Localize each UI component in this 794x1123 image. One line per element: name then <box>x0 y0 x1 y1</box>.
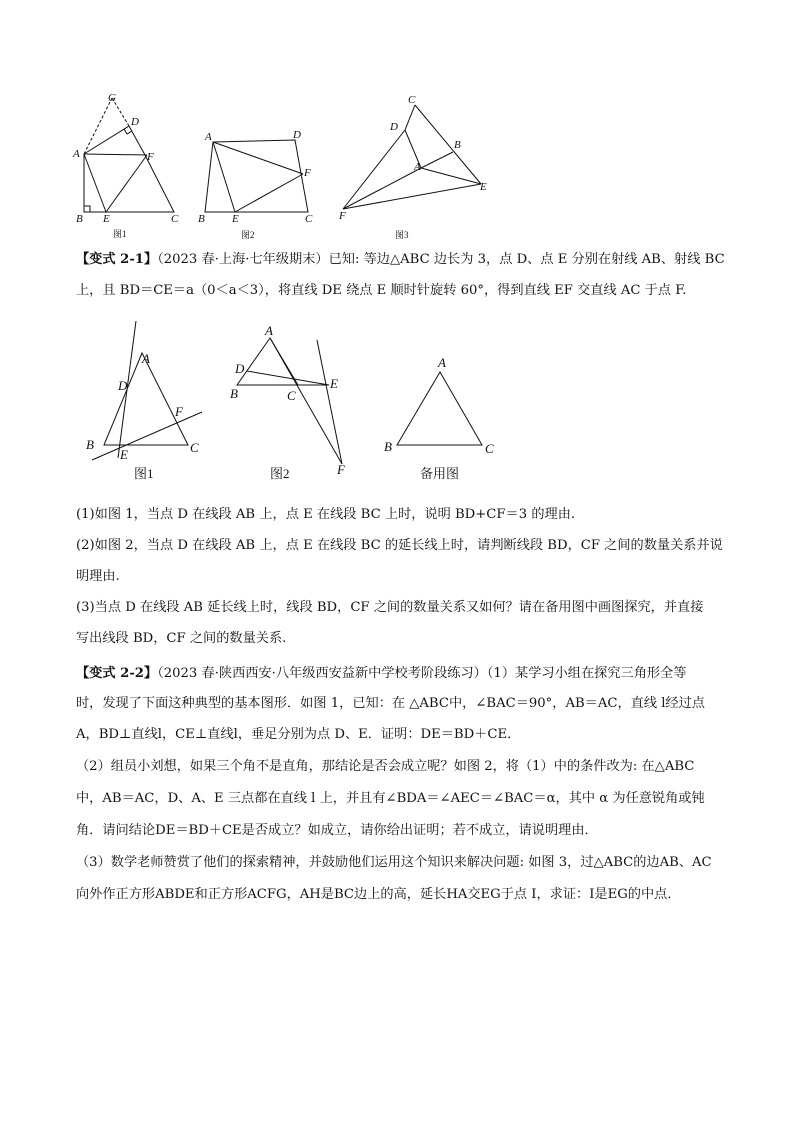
fig-top1-label-e: E <box>103 213 110 225</box>
fig-top3-caption: 图3 <box>395 230 409 240</box>
fig-mid3-caption: 备用图 <box>420 466 460 481</box>
fig-top1-label-c: C <box>171 213 179 225</box>
variant-2-1-q3b: 写出线段 BD，CF 之间的数量关系. <box>76 631 287 646</box>
fig-top2-label-b: B <box>198 213 205 225</box>
variant-2-2-tag: 【变式 2-2】 <box>76 666 158 681</box>
fig-mid1-label-e: E <box>120 447 128 462</box>
fig-top1-label-g: G <box>108 92 116 104</box>
fig-top3-label-b: B <box>454 139 461 151</box>
fig-top2-caption: 图2 <box>241 230 255 240</box>
variant-2-1-q1: (1)如图 1，当点 D 在线段 AB 上，点 E 在线段 BC 上时，说明 BD+CF＝3 的理由. <box>76 507 576 522</box>
fig-top3-label-d: D <box>390 121 398 133</box>
fig-mid2-label-c: C <box>287 388 296 403</box>
variant-2-2-p2a: （2）组员小刘想，如果三个角不是直角，那结论是否会成立呢？如图 2，将（1）中的条件改为: 在△ABC <box>76 759 695 774</box>
fig-top3-label-a: A <box>414 161 421 173</box>
figure-mid-2 <box>225 318 365 488</box>
fig-mid3-label-a: A <box>438 355 446 370</box>
fig-top2-label-f: F <box>304 167 311 179</box>
fig-mid2-label-f: F <box>337 462 345 477</box>
fig-mid1-caption: 图1 <box>134 466 154 481</box>
variant-2-2-line2: 时，发现了下面这种典型的基本图形．如图 1，已知：在 △ABC中，∠BAC＝90°，AB＝AC，直线 l经过点 <box>76 696 705 711</box>
variant-2-1-line2: 上，且 BD＝CE＝a（0＜a＜3），将直线 DE 绕点 E 顺时针旋转 60°，得到直线 EF 交直线 AC 于点 F. <box>76 283 687 298</box>
fig-top2-label-a: A <box>205 131 212 143</box>
fig-top1-label-f: F <box>147 151 154 163</box>
figure-mid-1 <box>80 318 220 488</box>
fig-top2-label-c: C <box>305 213 313 225</box>
variant-2-2-line1 <box>76 664 726 684</box>
variant-2-2-p2b: 中，AB＝AC，D、A、E 三点都在直线 l 上，并且有∠BDA＝∠AEC＝∠BAC＝α，其中 α 为任意锐角或钝 <box>76 791 705 806</box>
variant-2-1-tag: 【变式 2-1】 <box>76 252 158 267</box>
variant-2-1-q2a: (2)如图 2，当点 D 在线段 AB 上，点 E 在线段 BC 的延长线上时，请判断线段 BD，CF 之间的数量关系并说 <box>76 538 723 553</box>
variant-2-2-text1: （1）某学习小组在探究三角形全等 <box>486 666 687 681</box>
fig-mid1-label-d: D <box>118 378 128 393</box>
fig-mid1-label-f: F <box>175 404 183 419</box>
fig-mid1-label-b: B <box>86 437 94 452</box>
figure-mid-3 <box>380 318 510 488</box>
fig-top3-label-f: F <box>339 210 346 222</box>
fig-top2-label-d: D <box>293 129 301 141</box>
variant-2-2-p2c: 角．请问结论DE＝BD＋CE是否成立？如成立，请你给出证明；若不成立，请说明理由． <box>76 823 598 838</box>
variant-2-2-p3b: 向外作正方形ABDE和正方形ACFG，AH是BC边上的高，延长HA交EG于点 I，求证：I是EG的中点． <box>76 887 681 902</box>
fig-top1-label-d: D <box>131 116 139 128</box>
variant-2-1-text1: 已知: 等边△ABC 边长为 3，点 D、点 E 分别在射线 AB、射线 BC <box>328 252 725 267</box>
variant-2-2-source: （2023 春·陕西西安·八年级西安益新中学校考阶段练习） <box>157 666 487 681</box>
variant-2-2-p3a: （3）数学老师赞赏了他们的探索精神，并鼓励他们运用这个知识来解决问题: 如图 3，过△ABC的边AB、AC <box>76 855 712 870</box>
variant-2-2-line3: A，BD⊥直线l，CE⊥直线l，垂足分别为点 D、E．证明：DE＝BD＋CE． <box>76 727 521 742</box>
fig-mid1-label-a: A <box>142 351 150 366</box>
variant-2-1-line1 <box>76 250 726 270</box>
variant-2-1-source: （2023 春·上海·七年级期末） <box>157 252 329 267</box>
fig-mid1-label-c: C <box>190 440 199 455</box>
fig-top2-label-e: E <box>232 213 239 225</box>
fig-mid3-label-b: B <box>384 439 392 454</box>
fig-top3-label-e: E <box>480 181 487 193</box>
fig-top3-label-c: C <box>408 94 416 106</box>
fig-mid2-caption: 图2 <box>270 466 290 481</box>
fig-mid3-label-c: C <box>485 441 494 456</box>
figure-top-3 <box>335 92 495 242</box>
variant-2-1-q2b: 明理由. <box>76 569 120 584</box>
fig-mid2-label-b: B <box>230 386 238 401</box>
figure-top-2 <box>195 122 325 242</box>
figure-top-1 <box>70 92 190 242</box>
fig-top1-label-a: A <box>73 148 80 160</box>
variant-2-1-q3a: (3)当点 D 在线段 AB 延长线上时，线段 BD，CF 之间的数量关系又如何？请在备用图中画图探究，并直接 <box>76 600 704 615</box>
fig-top1-label-b: B <box>76 213 83 225</box>
fig-mid2-label-e: E <box>330 376 338 391</box>
fig-mid2-label-d: D <box>235 361 245 376</box>
fig-top1-caption: 图1 <box>113 229 127 239</box>
fig-mid2-label-a: A <box>265 323 273 338</box>
